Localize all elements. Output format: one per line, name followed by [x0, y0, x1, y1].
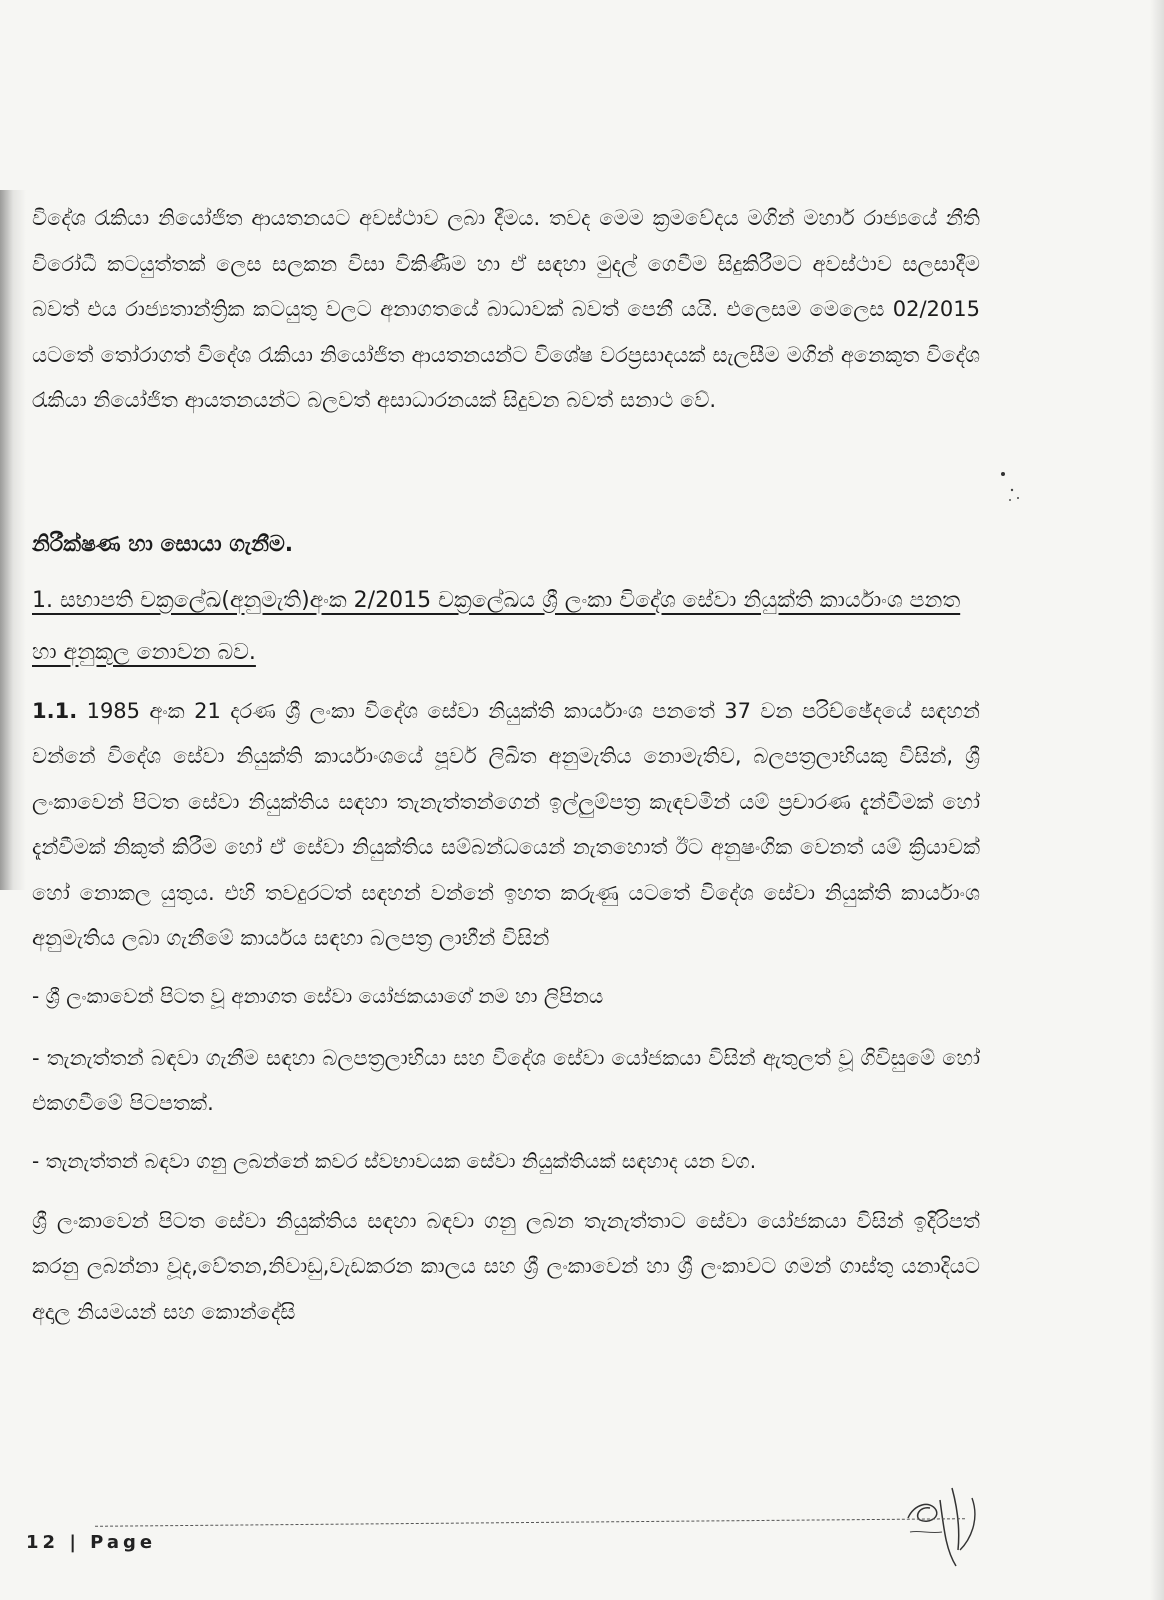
signature-mark	[900, 1470, 990, 1580]
scan-specks	[1000, 470, 1040, 520]
scan-shadow-left	[0, 190, 26, 890]
intro-paragraph: විදේශ රැකියා නියෝජිත ආයතනයට අවස්ථාව ලබා දීමය. තවද මෙම ක්‍රමවේදය මගින් මහාර් රාජ්‍යයේ නීති විරෝධී කටයුත්තක් ලෙස සලකන විසා විකිණීම හා ඒ සඳහා මුදල් ගෙවීම සිදුකිරීමට අවස්ථාව සලසාදීම බවත් එය රාජ්‍යතාන්ත්‍රික කටයුතු වලට අනාගතයේ බාධාවක් බවත් පෙනී යයි. එලෙසම මෙලෙස 02/2015 යටතේ තෝරාගත් විදේශ රැකියා නියෝජිත ආයතනයන්ට විශේෂ වරප්‍රසාදයක් සැලසීම මගින් අනෙකුත විදේශ රැකියා නියෝජිත ආයතනයන්ට බලවත් අසාධාරනයක් සිදුවන බවත් සනාථ වේ.	[32, 206, 980, 412]
section-1-1-paragraph	[32, 689, 980, 962]
bullet-employer-address: - ශ්‍රී ලංකාවෙන් පිටත වූ අනාගත සේවා යෝජකයාගේ නම හා ලිපිනය	[32, 983, 604, 1008]
section-1-1-body: 1985 අංක 21 දරණ ශ්‍රී ලංකා විදේශ සේවා නියුක්ති කාර්යාංශ පනතේ 37 වන පරිච්ඡේදයේ සඳහන් වන්නේ විදේශ සේවා නියුක්ති කාර්යාංශයේ පූර්ව ලිඛිත අනුමැතිය නොමැතිව, බලපත්‍රලාභියකු විසින්, ශ්‍රී ලංකාවෙන් පිටත සේවා නියුක්තිය සඳහා තැනැත්තන්ගෙන් ඉල්ලුම්පත්‍ර කැඳවමින් යම් ප්‍රචාරණ දැන්වීමක් හෝ දැන්වීමක් නිකුත් කිරීම හෝ ඒ සේවා නියුක්තිය සම්බන්ධයෙන් නැතහොත් ඊට අනුෂංගික වෙනත් යම් ක්‍රියාවක් හෝ නොකල යුතුය. එහි තවදුරටත් සඳහන් වන්නේ ඉහත කරුණු යටතේ විදේශ සේවා නියුක්ති කාර්යාංශ අනුමැතිය ලබා ගැනීමේ කාර්යය සඳහා බලපත්‍ර ලාභීන් විසින්	[32, 698, 980, 950]
page-number: 12 | Page	[26, 1532, 157, 1553]
footer-divider	[95, 1518, 965, 1527]
bullet-agreement-copy: - තැනැත්තන් බඳවා ගැනීම සඳහා බලපත්‍රලාභියා සහ විදේශ සේවා යෝජකයා විසින් ඇතුලත් වූ ගිවිසුමේ හෝ එකගවීමේ පිටපතක්.	[32, 1045, 980, 1115]
section-heading: නිරීක්ෂණ හා සොයා ගැනීම.	[32, 531, 294, 557]
bullet-employment-nature: - තැනැත්තන් බඳවා ගනු ලබන්නේ කවර ස්වභාවයක සේවා නියුක්තියක් සඳහාද යන වග.	[32, 1148, 757, 1173]
closing-paragraph: ශ්‍රී ලංකාවෙන් පිටත සේවා නියුක්තිය සඳහා බඳවා ගනු ලබන තැනැත්තාට සේවා යෝජකයා විසින් ඉදිරිපත් කරනු ලබන්නා වූද,වේතන,නිවාඩු,වැඩකරන කාලය සහ ශ්‍රී ලංකාවෙන් හා ශ්‍රී ලංකාවට ගමන් ගාස්තු යනාදියට අදාල නියමයන් සහ කොන්දේසි	[32, 1208, 980, 1324]
scan-shadow-right	[1150, 0, 1164, 1600]
document-page	[32, 196, 980, 1335]
finding-1-heading: 1. සභාපති චක්‍රලේඛ(අනුමැති)අංක 2/2015 චක්‍රලේඛය ශ්‍රී ලංකා විදේශ සේවා නියුක්ති කාර්යාංශ පනත හා අනුකූල නොවන බව.	[32, 587, 961, 665]
section-1-1-number: 1.1.	[32, 698, 78, 723]
